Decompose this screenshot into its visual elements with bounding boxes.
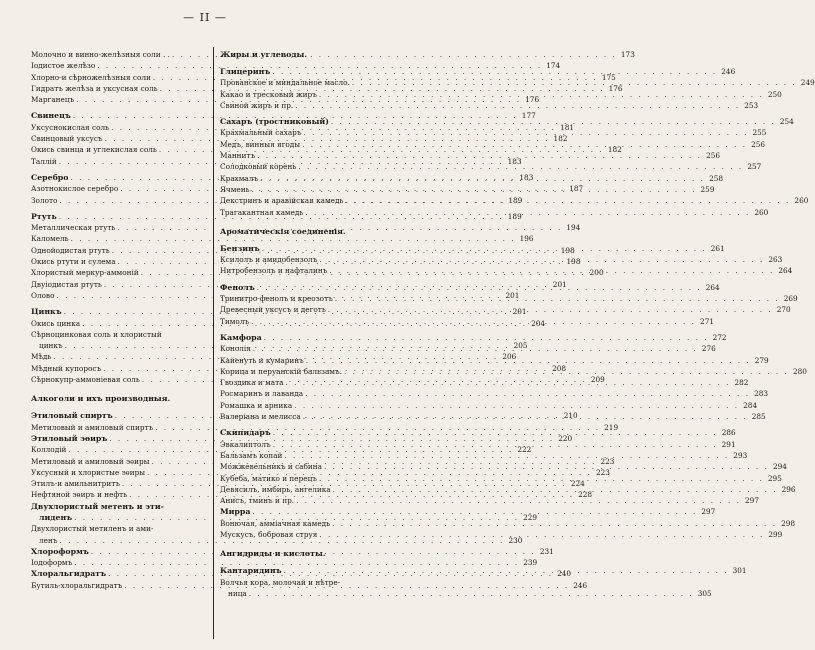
toc-page-number: 208 bbox=[552, 363, 567, 373]
toc-entry-label: Росмаринъ и лаванда bbox=[220, 389, 304, 399]
toc-entry-label: Декстринъ и аравійская камедь bbox=[220, 196, 344, 206]
toc-page-number: 269 bbox=[783, 294, 798, 304]
toc-page-number: 173 bbox=[620, 50, 635, 59]
dot-leader bbox=[304, 127, 749, 138]
dot-leader bbox=[305, 207, 750, 218]
toc-entry-label: Свинцовый уксусъ bbox=[31, 134, 103, 144]
page-number-header: — II — bbox=[183, 11, 227, 24]
toc-entry-label: Вонючая, аммiачная камедь bbox=[220, 518, 331, 528]
toc-entry-label: Нитробензолъ и нафталинъ bbox=[220, 266, 328, 276]
toc-page-number: 176 bbox=[525, 95, 540, 105]
toc-entry-label: Бутиль-хлоральгидратъ bbox=[31, 580, 123, 590]
dot-leader bbox=[303, 411, 748, 422]
toc-page-number: 229 bbox=[523, 512, 538, 522]
toc-entry-label: Тринитро-фенолъ и креозотъ bbox=[220, 294, 333, 304]
spacer bbox=[31, 385, 211, 393]
toc-page-number: 182 bbox=[607, 145, 622, 155]
dot-leader bbox=[272, 66, 717, 77]
toc-entry-label: Серебро bbox=[31, 172, 69, 182]
spacer bbox=[220, 218, 400, 226]
toc-page-number: 183 bbox=[519, 172, 534, 182]
toc-page-number: 254 bbox=[779, 117, 794, 127]
toc-entry bbox=[31, 557, 538, 568]
toc-entry-label: Окись цинка bbox=[31, 318, 81, 328]
toc-entry-label: Хлорно-и сѣрножелѣзныя соли bbox=[31, 72, 151, 82]
toc-page-number: 250 bbox=[767, 89, 782, 99]
toc-entry-label: Свинецъ bbox=[31, 111, 71, 121]
toc-page-number: 196 bbox=[519, 234, 534, 244]
dot-leader bbox=[298, 161, 743, 172]
toc-page-number: 249 bbox=[800, 78, 815, 88]
dot-leader bbox=[264, 332, 709, 343]
toc-entry-label: Конолія bbox=[220, 344, 251, 354]
toc-entry-label: Каломель bbox=[31, 234, 69, 244]
toc-entry-label: Эвкалиптолъ bbox=[220, 439, 271, 449]
toc-entry-label: Уксусный и хлористые эѳиры bbox=[31, 467, 146, 477]
dot-leader bbox=[302, 139, 747, 150]
dot-leader bbox=[257, 282, 702, 293]
toc-page-number: 294 bbox=[772, 462, 787, 472]
dot-leader bbox=[260, 173, 705, 184]
toc-entry-label: Крахмалъ bbox=[220, 173, 259, 183]
toc-entry-label: Ромашка и арника bbox=[220, 400, 293, 410]
toc-page-number: 271 bbox=[700, 316, 714, 326]
toc-page-number: 258 bbox=[709, 173, 723, 183]
dot-leader bbox=[262, 243, 707, 254]
toc-entry-label: Молочно и винно-желѣзныя соли . . bbox=[31, 50, 170, 59]
dot-leader bbox=[252, 184, 697, 195]
toc-entry-label: Валеріана и мелисса bbox=[220, 412, 301, 422]
dot-leader bbox=[328, 304, 773, 315]
dot-leader bbox=[286, 377, 731, 388]
toc-entry-label: Хлоральгидратъ bbox=[31, 569, 107, 579]
toc-entry-label: Сѣрноцинковая соль и хлористый bbox=[31, 329, 162, 339]
toc-page-number: 228 bbox=[578, 490, 593, 500]
toc-entry-label: Глицеринъ bbox=[220, 67, 271, 76]
toc-page-number: 201 bbox=[552, 279, 567, 289]
toc-entry-label: Золото bbox=[31, 195, 58, 205]
toc-page-number: 189 bbox=[507, 211, 522, 221]
toc-entry bbox=[31, 60, 561, 71]
dot-leader bbox=[273, 427, 718, 438]
toc-entry-label: Этилъ-и амильнитритъ bbox=[31, 479, 120, 489]
toc-entry-label: Тимолъ bbox=[220, 316, 250, 326]
toc-entry-label: Іодистое желѣзо bbox=[31, 61, 96, 71]
section-heading: Жиры и углеводы. bbox=[220, 50, 308, 59]
toc-entry-label: Двухлористый метенъ и эти- bbox=[31, 501, 164, 511]
toc-entry bbox=[31, 535, 523, 546]
toc-page-number: 263 bbox=[768, 255, 783, 265]
toc-entry-label: Крахмальный сахаръ bbox=[220, 128, 302, 138]
dot-leader bbox=[333, 484, 778, 495]
dot-leader bbox=[319, 89, 764, 100]
dot-leader bbox=[352, 77, 797, 88]
toc-page-number: 285 bbox=[751, 412, 766, 422]
dot-leader bbox=[294, 400, 739, 411]
toc-page-number: 204 bbox=[531, 318, 546, 328]
toc-page-number: 253 bbox=[744, 100, 759, 110]
toc-page-number: 175 bbox=[601, 72, 616, 82]
toc-entry-label: Мѣдь bbox=[31, 352, 52, 362]
toc-entry-label: Корица и перуанскій бальзамъ. bbox=[220, 366, 342, 376]
toc-page-number: 264 bbox=[778, 266, 793, 276]
dot-leader bbox=[284, 565, 729, 576]
toc-entry-label: Прованское и миндальное масло. bbox=[220, 78, 350, 88]
dot-leader bbox=[251, 316, 696, 327]
section-heading: Ангидриды и кислоты. bbox=[220, 549, 326, 559]
toc-entry-label: Кайенуть и кумаринъ bbox=[220, 355, 304, 365]
dot-leader bbox=[329, 265, 774, 276]
toc-entry-label: Уксуснокислая соль bbox=[31, 122, 110, 132]
toc-entry-label: цинкъ bbox=[39, 341, 63, 351]
toc-page-number: 297 bbox=[701, 507, 716, 517]
toc-entry-label: Ксилолъ и амидобензолъ bbox=[220, 255, 318, 265]
toc-entry-label: Ртуть bbox=[31, 211, 57, 221]
toc-entry-label: Азотнокислое серебро bbox=[31, 184, 119, 194]
toc-page-number: 198 bbox=[566, 257, 581, 267]
toc-page-number: 200 bbox=[589, 268, 604, 278]
toc-page-number: 177 bbox=[521, 111, 536, 121]
toc-page-number: 220 bbox=[558, 433, 573, 443]
toc-page-number: 284 bbox=[743, 400, 758, 410]
toc-page-number: 297 bbox=[745, 496, 759, 506]
toc-entry-label: ница bbox=[228, 588, 247, 598]
toc-page-number: 276 bbox=[701, 344, 716, 354]
toc-entry-label: Мирра bbox=[220, 507, 251, 517]
toc-entry-label: Скипидаръ bbox=[220, 428, 271, 438]
toc-page-number: 293 bbox=[733, 450, 748, 460]
toc-page-number: 279 bbox=[754, 355, 769, 365]
toc-entry-label: Коллодій bbox=[31, 445, 67, 455]
toc-entry-label: Можжевельникъ и сабина bbox=[220, 462, 322, 472]
toc-entry-label: Марганецъ bbox=[31, 95, 75, 105]
toc-page-number: 255 bbox=[752, 128, 767, 138]
toc-entry bbox=[220, 388, 769, 399]
toc-page-number: 283 bbox=[754, 389, 769, 399]
toc-entry-label: Металлическая ртуть bbox=[31, 223, 116, 233]
toc-entry-label: Маннитъ bbox=[220, 151, 256, 161]
toc-page-number: 209 bbox=[590, 375, 605, 385]
toc-entry-label: Однойодистая ртуть bbox=[31, 245, 110, 255]
toc-entry-label: Ячмень bbox=[220, 184, 250, 194]
toc-entry-label: Девясилъ, имбирь, ангелика bbox=[220, 484, 331, 494]
toc-entry bbox=[220, 518, 796, 529]
toc-page-number: 298 bbox=[781, 518, 796, 528]
toc-entry bbox=[31, 233, 534, 244]
toc-page-number: 183 bbox=[507, 156, 522, 166]
toc-entry-label: Солодковый корень bbox=[220, 162, 297, 172]
spacer bbox=[220, 540, 400, 548]
toc-entry-label: Бальзамъ копай bbox=[220, 450, 283, 460]
toc-entry-label: Олово bbox=[31, 290, 55, 300]
toc-page-number: 182 bbox=[553, 134, 568, 144]
toc-entry-label: Нефтяной эѳиръ и нефть bbox=[31, 490, 128, 500]
toc-entry-label: ленъ bbox=[39, 535, 58, 545]
toc-entry-label: Этиловый спиртъ bbox=[31, 411, 113, 421]
toc-page-number: 189 bbox=[508, 195, 523, 205]
dot-leader bbox=[284, 450, 729, 461]
toc-page-number: 280 bbox=[792, 366, 807, 376]
dot-leader bbox=[335, 293, 780, 304]
toc-entry-label: Анисъ, тминъ и пр. bbox=[220, 496, 295, 506]
toc-entry bbox=[220, 332, 727, 343]
toc-entry-label: Хлороформъ bbox=[31, 546, 89, 556]
toc-page-number: 198 bbox=[560, 245, 575, 255]
toc-page-number: 256 bbox=[706, 151, 720, 161]
toc-page-number: 223 bbox=[596, 467, 610, 477]
toc-entry-label: Окись свинца и углекислая соль bbox=[31, 145, 157, 155]
toc-entry bbox=[220, 577, 400, 588]
toc-entry-label: Медъ, винныя ягоды bbox=[220, 139, 301, 149]
dot-leader bbox=[319, 254, 764, 265]
dot-leader bbox=[295, 100, 740, 111]
toc-entry-label: Метиловый и амиловый эѳиры bbox=[31, 456, 150, 466]
toc-page-number: 224 bbox=[570, 479, 585, 489]
column-divider bbox=[213, 47, 214, 639]
toc-entry-label: Камфора bbox=[220, 332, 262, 342]
toc-entry-label: Гидратъ желѣза и уксусная соль bbox=[31, 83, 158, 93]
toc-page-number: 181 bbox=[560, 122, 574, 132]
toc-entry-label: Хлористый меркур-аммоній bbox=[31, 268, 139, 278]
dot-leader bbox=[305, 388, 750, 399]
toc-page-number: 219 bbox=[604, 422, 619, 432]
toc-entry-label: Волчья кора, молочай и нѣтре- bbox=[220, 577, 341, 587]
toc-page-number: 206 bbox=[502, 352, 517, 362]
toc-page-number: 230 bbox=[508, 535, 523, 545]
toc-entry-label: Фенолъ bbox=[220, 282, 255, 292]
dot-leader bbox=[345, 195, 790, 206]
dot-leader bbox=[306, 355, 751, 366]
toc-page-number: 295 bbox=[767, 473, 782, 483]
toc-page-number: 174 bbox=[546, 61, 561, 71]
toc-entry bbox=[31, 501, 211, 512]
toc-entry-label: Мускусъ, бобровая струя bbox=[220, 529, 318, 539]
toc-entry-label: Свиной жиръ и пр. bbox=[220, 100, 294, 110]
toc-page-number: 240 bbox=[557, 569, 572, 579]
toc-page-number: 205 bbox=[513, 341, 528, 351]
toc-entry-label: Двухлористый метиленъ и ами- bbox=[31, 524, 154, 534]
dot-leader bbox=[331, 116, 776, 127]
toc-page-number: 223 bbox=[600, 456, 615, 466]
toc-page-number: 260 bbox=[794, 196, 809, 206]
toc-page-number: 296 bbox=[781, 484, 796, 494]
toc-page-number: 257 bbox=[747, 162, 762, 172]
toc-entry bbox=[31, 523, 211, 534]
dot-leader bbox=[344, 366, 789, 377]
toc-entry-label: Какао и тресковый жиръ bbox=[220, 89, 317, 99]
toc-page-number: 222 bbox=[517, 445, 532, 455]
toc-entry-label: Гвоздика и мата bbox=[220, 378, 284, 388]
toc-page-number: 194 bbox=[566, 223, 581, 233]
dot-leader bbox=[257, 150, 702, 161]
toc-entry-label: Древесный уксусъ и деготь bbox=[220, 305, 326, 315]
toc-page-number: 264 bbox=[705, 282, 720, 292]
toc-page-number: 299 bbox=[768, 529, 783, 539]
toc-page-number: 176 bbox=[608, 83, 623, 93]
dot-leader bbox=[319, 473, 764, 484]
toc-page-number: 301 bbox=[732, 566, 747, 576]
toc-entry-label: Трагакантная камедь bbox=[220, 207, 304, 217]
toc-entry-label: лиденъ bbox=[39, 512, 73, 522]
toc-page-number: 259 bbox=[700, 184, 715, 194]
toc-page-number: 260 bbox=[754, 207, 769, 217]
toc-entry-label: Этиловый эѳиръ bbox=[31, 433, 108, 443]
dot-leader bbox=[253, 343, 698, 354]
toc-entry-label: Цинкъ bbox=[31, 307, 62, 317]
dot-leader bbox=[296, 495, 741, 506]
toc-page-number: 246 bbox=[573, 580, 588, 590]
dot-leader bbox=[324, 461, 769, 472]
toc-page-number: 256 bbox=[751, 139, 766, 149]
toc-entry bbox=[31, 329, 211, 340]
section-heading: Алкоголи и ихъ производныя. bbox=[31, 394, 171, 404]
dot-leader bbox=[332, 518, 777, 529]
dot-leader bbox=[249, 588, 694, 599]
toc-entry-label: Двуіодистая ртуть bbox=[31, 279, 102, 289]
toc-entry-label: Мѣдный купоросъ bbox=[31, 363, 102, 373]
toc-page-number: 270 bbox=[776, 305, 791, 315]
toc-page-number: 231 bbox=[539, 546, 554, 556]
toc-page-number: 201 bbox=[505, 290, 520, 300]
toc-page-number: 210 bbox=[563, 411, 578, 421]
toc-page-number: 187 bbox=[569, 184, 584, 194]
dot-leader bbox=[273, 439, 718, 450]
toc-page-number: 282 bbox=[734, 378, 749, 388]
toc-entry-label: Таллій bbox=[31, 156, 57, 166]
toc-entry-label: Бензинъ bbox=[220, 243, 260, 253]
section-heading: Ароматическія соединенія. bbox=[220, 226, 346, 236]
toc-entry bbox=[220, 400, 758, 411]
toc-entry-label: Сахаръ (тростниковый) bbox=[220, 117, 329, 127]
toc-entry-label: Кубеба, матико и перецъ bbox=[220, 473, 317, 483]
toc-page-number: 286 bbox=[721, 428, 736, 438]
toc-entry bbox=[220, 588, 712, 599]
toc-page-number: 305 bbox=[697, 588, 712, 598]
toc-entry-label: Сѣрнокупр-аммоніевая соль bbox=[31, 375, 140, 385]
toc-entry-label: Метиловый и амиловый спиртъ bbox=[31, 422, 154, 432]
toc-entry-label: Окись ртути и сулема bbox=[31, 257, 116, 267]
toc-page-number: 272 bbox=[712, 332, 727, 342]
toc-page-number: 246 bbox=[721, 67, 736, 76]
toc-entry-label: Кантаридинъ bbox=[220, 566, 282, 576]
dot-leader bbox=[319, 529, 764, 540]
dot-leader bbox=[252, 506, 697, 517]
toc-entry bbox=[31, 110, 536, 121]
toc-page-number: 291 bbox=[721, 439, 736, 449]
toc-entry-label: Іодоформъ bbox=[31, 558, 73, 568]
toc-page-number: 239 bbox=[523, 558, 538, 568]
toc-page-number: 201 bbox=[512, 307, 527, 317]
toc-page-number: 261 bbox=[710, 243, 725, 253]
